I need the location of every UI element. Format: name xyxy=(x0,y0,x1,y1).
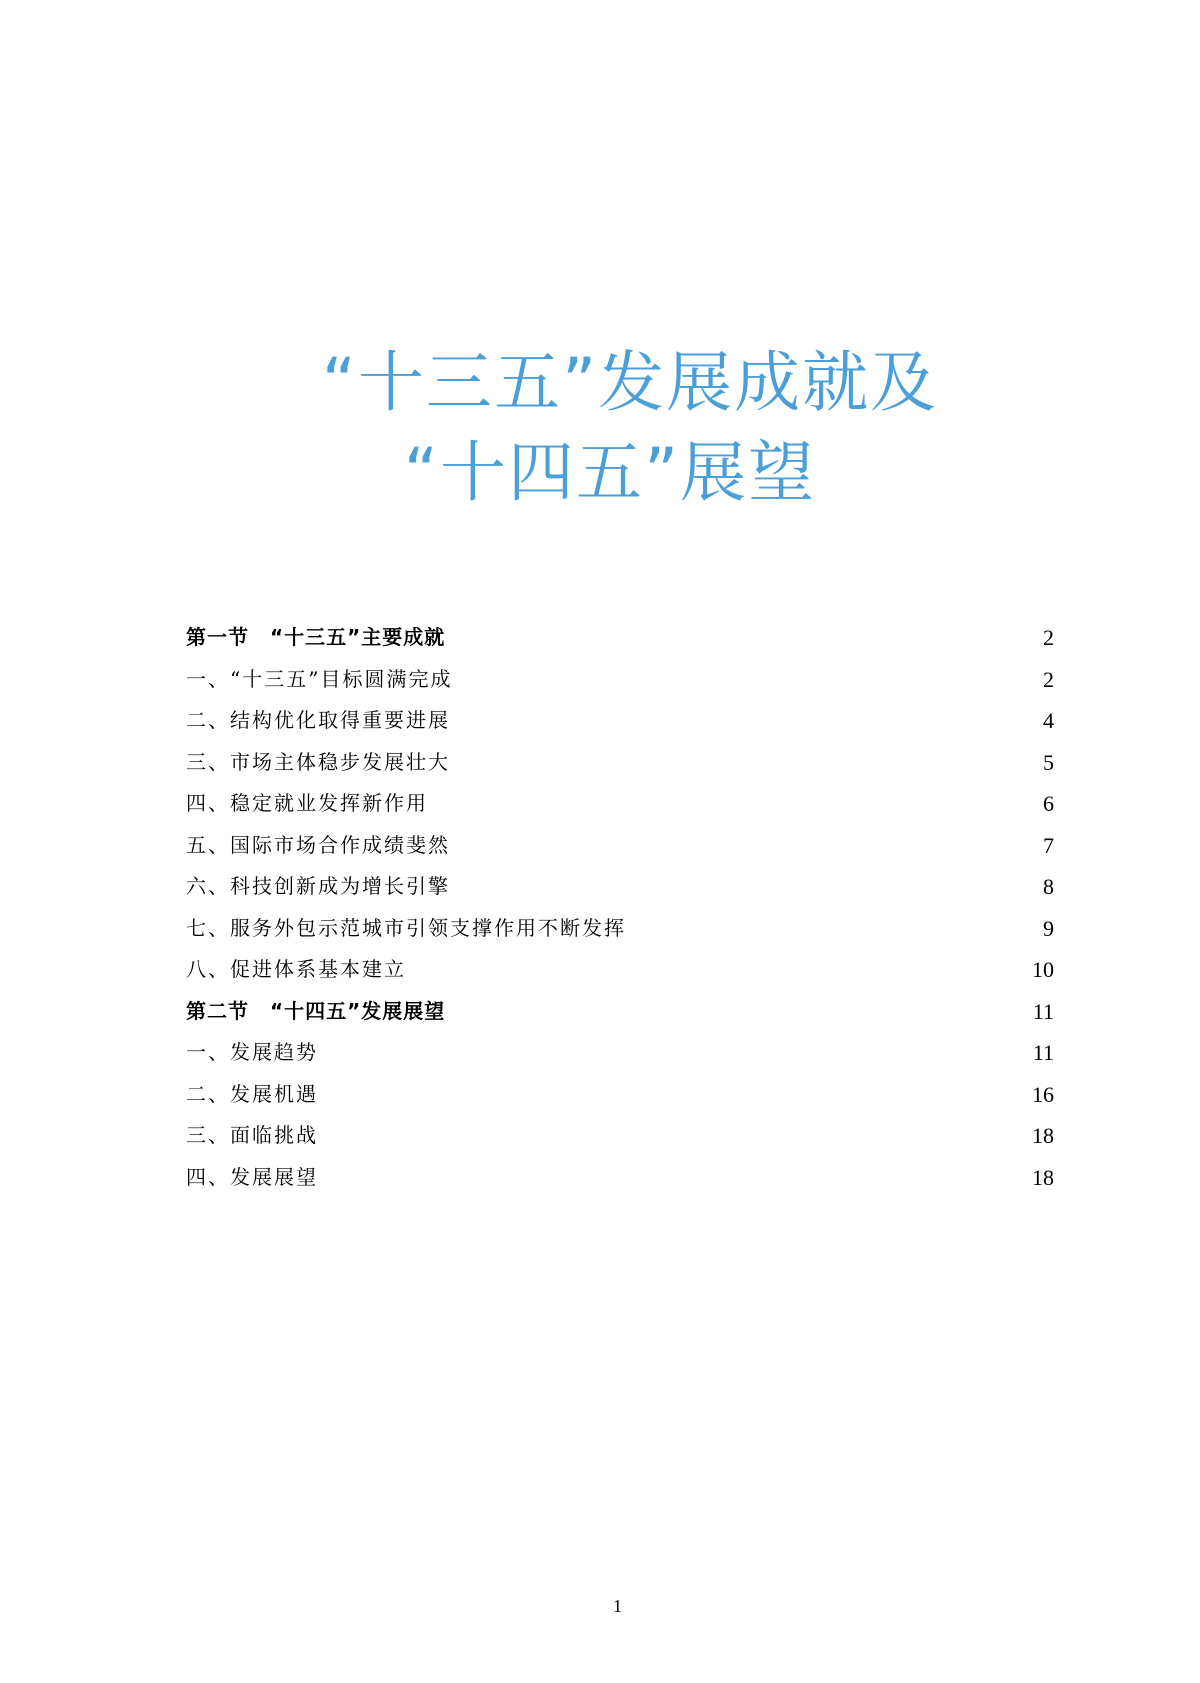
toc-entry[interactable] xyxy=(186,949,1054,991)
toc-entry[interactable] xyxy=(186,659,1054,701)
toc-entry-label: 四、发展展望 xyxy=(186,1164,318,1189)
document-title-line-1: “十三五”发展成就及 xyxy=(321,344,939,421)
document-title-line-2: “十四五”展望 xyxy=(403,434,817,511)
toc-entry[interactable] xyxy=(186,742,1054,784)
toc-entry-page: 18 xyxy=(1032,1123,1054,1148)
toc-entry[interactable] xyxy=(186,783,1054,825)
toc-entry-page: 6 xyxy=(1043,791,1054,816)
toc-entry-label: 三、市场主体稳步发展壮大 xyxy=(186,749,450,774)
toc-entry-label: 第二节 “十四五”发展展望 xyxy=(186,998,446,1023)
toc-entry-label: 第一节 “十三五”主要成就 xyxy=(186,625,446,649)
toc-entry-page: 16 xyxy=(1032,1081,1054,1107)
toc-entry-label: 二、发展机遇 xyxy=(186,1081,318,1106)
toc-entry-page: 10 xyxy=(1032,957,1054,982)
toc-entry-label: 四、稳定就业发挥新作用 xyxy=(186,791,428,815)
toc-entry-page: 2 xyxy=(1043,666,1054,692)
toc-entry-label: 一、“十三五”目标圆满完成 xyxy=(186,666,453,691)
toc-entry[interactable] xyxy=(186,908,1054,950)
page-number: 1 xyxy=(613,1596,622,1616)
toc-entry[interactable] xyxy=(186,866,1054,908)
toc-entry-label: 八、促进体系基本建立 xyxy=(186,957,406,981)
toc-section-1[interactable] xyxy=(186,617,1054,659)
toc-entry-page: 2 xyxy=(1043,625,1054,650)
toc-entry[interactable] xyxy=(186,1032,1054,1074)
toc-entry-page: 11 xyxy=(1032,1040,1054,1065)
toc-entry-label: 六、科技创新成为增长引擎 xyxy=(186,874,450,898)
toc-entry-label: 五、国际市场合作成绩斐然 xyxy=(186,832,450,857)
toc-entry-label: 一、发展趋势 xyxy=(186,1040,318,1064)
toc-entry[interactable] xyxy=(186,700,1054,742)
toc-entry-label: 三、面临挑战 xyxy=(186,1123,318,1147)
toc-entry[interactable] xyxy=(186,825,1054,867)
toc-entry-page: 9 xyxy=(1043,915,1054,941)
toc-section-2[interactable] xyxy=(186,991,1054,1033)
toc-entry[interactable] xyxy=(186,1115,1054,1157)
toc-entry-page: 4 xyxy=(1043,708,1054,733)
toc-entry[interactable] xyxy=(186,1157,1054,1199)
table-of-contents xyxy=(186,617,1054,1198)
toc-entry[interactable] xyxy=(186,1074,1054,1116)
toc-entry-page: 11 xyxy=(1032,998,1054,1024)
toc-entry-page: 7 xyxy=(1043,832,1054,858)
toc-entry-label: 二、结构优化取得重要进展 xyxy=(186,708,450,732)
toc-entry-page: 8 xyxy=(1043,874,1054,899)
toc-entry-page: 5 xyxy=(1043,749,1054,775)
toc-entry-label: 七、服务外包示范城市引领支撑作用不断发挥 xyxy=(186,915,626,940)
toc-entry-page: 18 xyxy=(1032,1164,1054,1190)
